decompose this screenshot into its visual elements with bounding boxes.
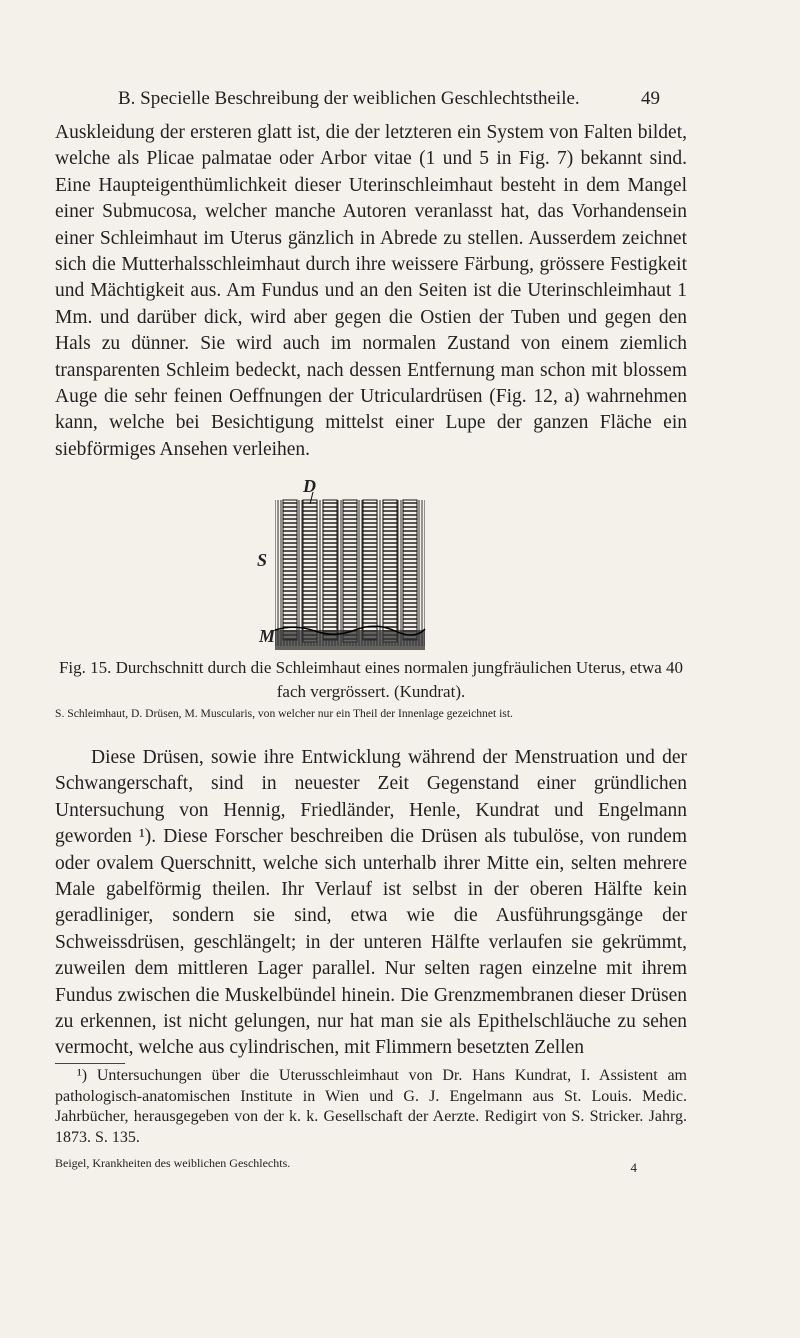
paragraph-1-text: Auskleidung der ersteren glatt ist, die der letzteren ein System von Falten bildet, welche als Plicae palmatae oder Arbor vitae (1 und 5 in Fig. 7) bekannt sind. Eine Haupteigenthümlichkeit dieser Uterinschleimhaut besteht in dem Mangel einer Submucosa, welcher manche Autoren veranlasst hat, das Vorhandensein einer Schleimhaut im Uterus gänzlich in Abrede zu stellen. Ausserdem zeichnet sich die Mutterhalsschleimhaut durch ihre weissere Färbung, grössere Festigkeit und Mächtigkeit aus. Am Fundus und an den Seiten ist die Uterinschleimhaut 1 Mm. und darüber dick, wird aber gegen die Ostien der Tuben und gegen den Hals zu dünner. Sie wird auch im normalen Zustand von einem ziemlich transparenten Schleim bedeckt, nach dessen Entfernung man schon mit blossem Auge die sehr feinen Oeffnungen der Utriculardrüsen (Fig. 12, a) wahrnehmen kann, welche bei Besichtigung mittelst einer Lupe der ganzen Fläche ein siebförmiges Ansehen verleihen.	[55, 122, 687, 460]
footnote-rule	[55, 1063, 125, 1064]
footnote-text: ¹) Untersuchungen über die Uterusschleimhaut von Dr. Hans Kundrat, I. Assistent am pathologisch-anatomischen Institute in Wien und G. J. Engelmann aus St. Louis. Medic. Jahrbücher, herausgegeben von der k. k. Gesellschaft der Aerzte. Redigirt von S. Stricker. Jahrg. 1873. S. 135.	[55, 1067, 687, 1146]
figure-label-m: M	[259, 626, 276, 646]
paragraph-2-text: Diese Drüsen, sowie ihre Entwicklung während der Menstruation und der Schwangerschaft, sind in neuester Zeit Gegenstand einer gründlichen Untersuchung von Hennig, Friedländer, Henle, Kundrat und Engelmann geworden ¹). Diese Forscher beschreiben die Drüsen als tubulöse, von rundem oder ovalem Querschnitt, welche sich unterhalb ihrer Mitte ein, selten mehrere Male gabelförmig theilen. Ihr Verlauf ist selbst in der oberen Hälfte kein geradliniger, sondern sie sind, etwa wie die Ausführungsgänge der Schweissdrüsen, geschlängelt; in der unteren Hälfte verlaufen sie gekrümmt, zuweilen dem mittleren Lager parallel. Nur selten ragen einzelne mit ihrem Fundus zwischen die Muskelbündel hinein. Die Grenzmembranen dieser Drüsen zu erkennen, ist nicht gelungen, nur hat man sie als Epithelschläuche zu sehen vermocht, welche aus cylindrischen, mit Flimmern besetzten Zellen	[55, 747, 687, 1059]
running-title: B. Specielle Beschreibung der weiblichen Geschlechtstheile.	[118, 88, 580, 109]
figure-15	[235, 478, 485, 652]
figure-label-d: D	[303, 476, 316, 496]
footer-book-title: Beigel, Krankheiten des weiblichen Geschlechts.	[55, 1156, 291, 1170]
signature-mark: 4	[630, 1160, 637, 1175]
figure-caption: Fig. 15. Durchschnitt durch die Schleimhaut eines normalen jungfräulichen Uterus, etwa 40 fach vergrössert. (Kundrat).	[58, 658, 684, 701]
running-header	[90, 88, 660, 116]
paragraph-2	[55, 745, 687, 1062]
page-footer	[55, 1156, 687, 1175]
figure-caption-note: S. Schleimhaut, D. Drüsen, M. Muscularis, von welcher nur ein Theil der Innenlage gezeichnet ist.	[55, 707, 513, 720]
paragraph-1	[55, 120, 687, 463]
page-number: 49	[641, 88, 660, 109]
footnote	[55, 1066, 687, 1148]
gland-columns	[283, 500, 417, 642]
figure-label-s: S	[257, 550, 268, 570]
